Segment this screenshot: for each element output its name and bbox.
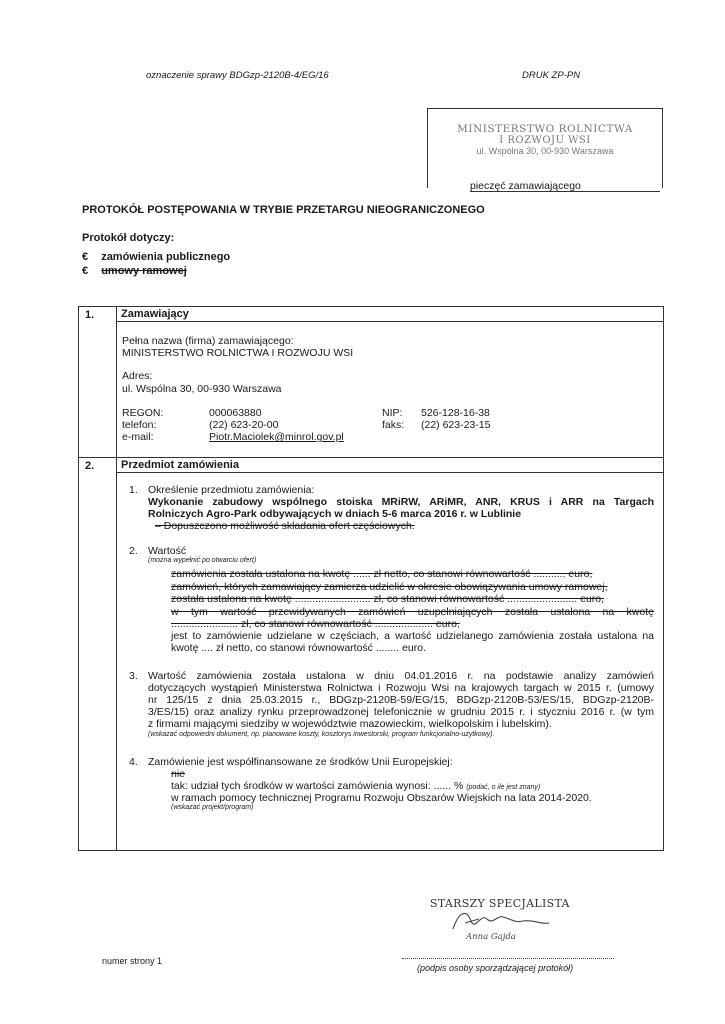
phone-value: (22) 623-20-00 <box>209 419 279 431</box>
regon-label: REGON: <box>122 407 164 419</box>
address-label: Adres: <box>122 370 153 382</box>
item-1-subject-line-2: Rolniczych Agro-Park odbywających w dniach 5-6 marca 2016 r. w Lublinie <box>148 508 522 520</box>
item-2-number: 2. <box>129 545 138 557</box>
section-2-row <box>79 458 664 851</box>
signature-title: STARSZY SPECJALISTA <box>430 897 570 910</box>
form-code: DRUK ZP-PN <box>522 70 581 81</box>
name-value: MINISTERSTWO ROLNICTWA I ROZWOJU WSI <box>122 347 354 359</box>
stamp-underline <box>470 191 660 192</box>
option-public-procurement: zamówienia publicznego <box>101 251 231 263</box>
nip-value: 526-128-16-38 <box>421 407 490 419</box>
item-4-yes-text: tak: udział tych środków w wartości zamówienia wynosi: ...... % <box>171 780 464 792</box>
section-1-content <box>117 307 664 458</box>
name-label: Pełna nazwa (firma) zamawiającego: <box>122 335 294 347</box>
item-2-strike-5: ....................... zł, co stanowi równowartość .................... euro, <box>171 618 460 630</box>
email-label: e-mail: <box>122 431 154 443</box>
section-1-row <box>79 307 664 458</box>
item-3-number: 3. <box>129 670 138 682</box>
concerns-option-2 <box>82 265 187 277</box>
item-4-programme: w ramach pomocy technicznej Programu Rozwoju Obszarów Wiejskich na lata 2014-2020. <box>171 792 592 804</box>
concerns-option-1 <box>82 251 230 263</box>
item-2-label: Wartość <box>148 545 187 557</box>
nip-label: NIP: <box>382 407 403 419</box>
fax-value: (22) 623-23-15 <box>421 419 491 431</box>
signature-caption: (podpis osoby sporządzającej protokół) <box>417 963 574 973</box>
concerns-label: Protokół dotyczy: <box>82 232 175 244</box>
signature-name: Anna Gajda <box>466 932 516 942</box>
stamp-box <box>427 108 663 188</box>
section-2-content <box>117 458 664 851</box>
item-1-subject-line-1: Wykonanie zabudowy wspólnego stoiska MRiRW, ARiMR, ANR, KRUS i ARR na Targach <box>148 496 654 508</box>
item-3-line-5: z firmami mającymi siedziby w województwie mazowieckim, wielkopolskim i lubelskim). <box>148 718 552 730</box>
item-3-line-4: 3/ES/15) oraz analizy rynku przeprowadzonej telefonicznie w grudniu 2015 r. i styczniu 2016 r. (w tym <box>148 706 654 718</box>
item-2-strike-4: w tym wartość przewidywanych zamówień uzupełniających została ustalona na kwotę <box>171 606 654 618</box>
item-1-label: Określenie przedmiotu zamówienia: <box>148 484 315 496</box>
item-3-line-1: Wartość zamówienia została ustalona w dniu 04.01.2016 r. na podstawie analizy zamówień <box>148 670 654 682</box>
phone-label: telefon: <box>122 419 157 431</box>
stamp-line-1: MINISTERSTWO ROLNICTWA <box>457 123 633 135</box>
item-4-label: Zamówienie jest współfinansowane ze środków Unii Europejskiej: <box>148 756 453 768</box>
euro-bullet-icon: € <box>82 265 89 277</box>
address-value: ul. Wspólna 30, 00-930 Warszawa <box>122 383 282 395</box>
protocol-table <box>78 306 664 851</box>
stamp-label: pieczęć zamawiającego <box>470 180 581 192</box>
signature-dotted-line <box>402 958 614 959</box>
stamp-line-3: ul. Wspólna 30, 00-930 Warszawa <box>476 146 614 156</box>
item-1-partial-offers-strike: – Dopuszczono możliwość składania ofert częściowych. <box>155 520 415 532</box>
item-2-strike-1: zamówienia została ustalona na kwotę ...... zł netto, co stanowi równowartość ........... euro, <box>171 568 593 580</box>
regon-value: 000063880 <box>209 407 262 419</box>
section-2-number: 2. <box>79 458 117 851</box>
euro-bullet-icon: € <box>82 251 89 263</box>
case-reference: oznaczenie sprawy BDGzp-2120B-4/EG/16 <box>146 70 329 81</box>
item-4-no-option: nie <box>171 768 186 780</box>
section-1-number: 1. <box>79 307 117 458</box>
item-2-strike-3: została ustalona na kwotę .......................... zł, co stanowi równowartość ........................ euro, <box>171 593 605 605</box>
fax-label: faks: <box>382 419 405 431</box>
item-3-line-2: dotyczących wystąpień Ministerstwa Rolnictwa i Rozwoju Wsi na krajowych targach w 2015 r. (umowy <box>148 682 654 694</box>
item-2-parts-line-2: kwotę .... zł netto, co stanowi równowartość ........ euro. <box>171 642 427 654</box>
item-3-line-3: nr 125/15 z dnia 25.03.2015 r., BDGzp-2120B-59/EG/15, BDGzp-2120B-53/ES/15, BDGzp-2120B- <box>148 694 654 706</box>
document-title: PROTOKÓŁ POSTĘPOWANIA W TRYBIE PRZETARGU NIEOGRANICZONEGO <box>82 204 485 216</box>
stamp-imprint <box>428 109 662 156</box>
item-2-parts-line-1: jest to zamówienie udzielane w częściach, a wartość udzielanego zamówienia została ustalona na <box>171 630 654 642</box>
item-2-note: (można wypełnić po otwarciu ofert) <box>148 557 257 564</box>
item-1-number: 1. <box>129 484 138 496</box>
option-framework-agreement: umowy ramowej <box>101 265 187 277</box>
page-number: numer strony 1 <box>102 956 163 966</box>
stamp-line-2: I ROZWOJU WSI <box>499 135 591 146</box>
item-3-note: (wskazać odpowiedni dokument, np. planowane koszty, kosztorys inwestorski, program funkcjonalno-użytkowy). <box>148 731 495 738</box>
item-4-programme-note: (wskazać projekt/program) <box>171 804 254 811</box>
section-1-title: Zamawiający <box>116 307 663 322</box>
item-2-strike-2: zamówień, których zamawiający zamierza udzielić w okresie obowiązywania umowy ramowej, <box>171 581 608 593</box>
item-4-number: 4. <box>129 756 138 768</box>
section-2-title: Przedmiot zamówienia <box>116 458 663 473</box>
email-link[interactable]: Piotr.Maciolek@minrol.gov.pl <box>209 431 344 443</box>
item-4-yes-note: (podać, o ile jest znany) <box>466 784 541 791</box>
item-4-yes-option <box>171 780 540 792</box>
